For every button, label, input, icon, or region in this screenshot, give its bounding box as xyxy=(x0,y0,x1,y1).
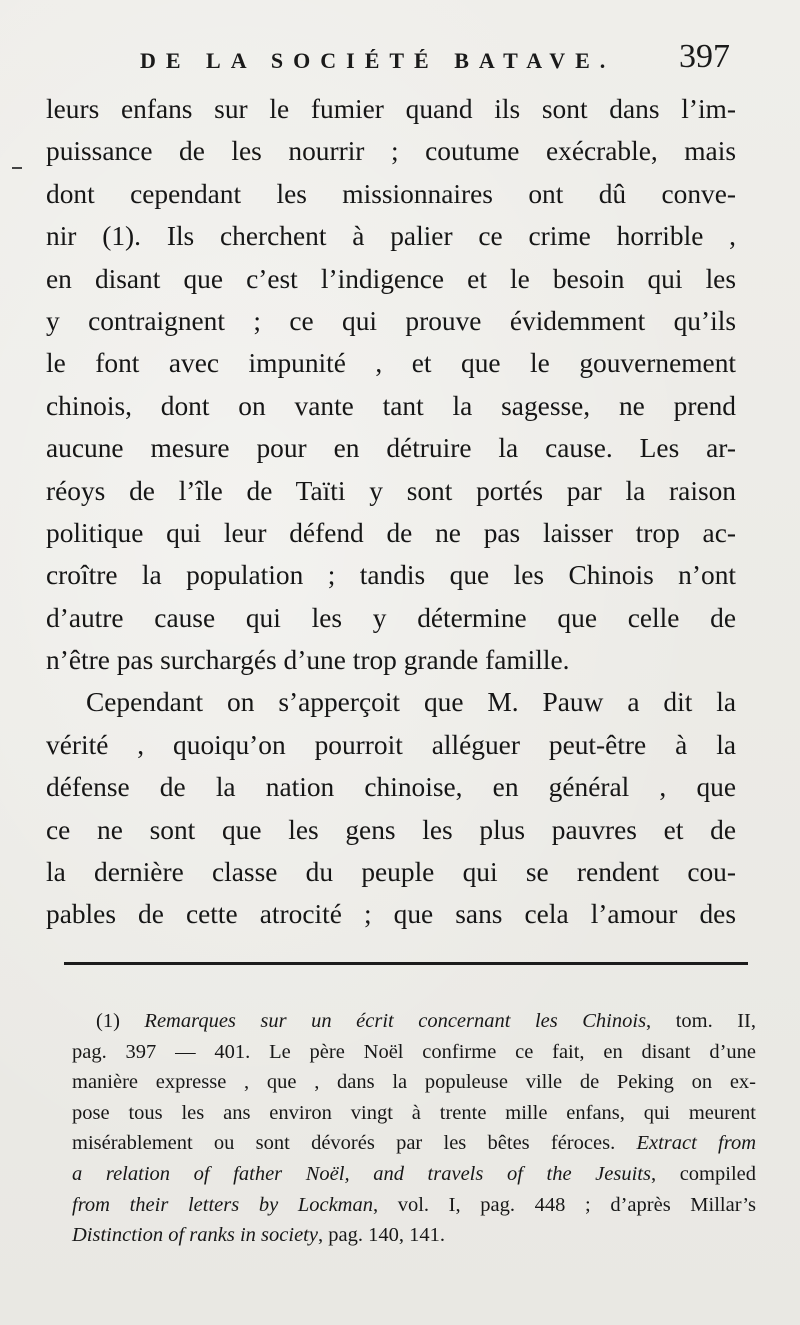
body-line: en disant que c’est l’indigence et le besoin qui les xyxy=(46,263,736,294)
footnote-text: misérablement ou sont dévorés par les bêtes féroces. xyxy=(72,1132,616,1155)
body-line: défense de la nation chinoise, en général , que xyxy=(46,772,736,803)
footnote xyxy=(72,1006,756,1251)
page-header xyxy=(140,38,730,88)
body-line: d’autre cause qui les y détermine que celle de xyxy=(46,602,736,633)
body-line: chinois, dont on vante tant la sagesse, ne prend xyxy=(46,390,736,421)
footnote-line: pag. 397 — 401. Le père Noël confirme ce fait, en disant d’une xyxy=(72,1040,756,1063)
body-line: dont cependant les missionnaires ont dû conve- xyxy=(46,178,736,209)
body-line: nir (1). Ils cherchent à palier ce crime horrible , xyxy=(46,221,736,252)
footnote-line xyxy=(72,1220,756,1251)
body-line: croître la population ; tandis que les Chinois n’ont xyxy=(46,560,736,591)
body-line: réoys de l’île de Taïti y sont portés par la raison xyxy=(46,475,736,506)
body-line: la dernière classe du peuple qui se rendent cou- xyxy=(46,857,736,888)
footnote-citation: Extract from xyxy=(636,1132,757,1155)
footnote-citation: Distinction of ranks in society xyxy=(72,1224,318,1247)
body-line: leurs enfans sur le fumier quand ils sont dans l’im- xyxy=(46,94,736,124)
footnote-citation: a relation of father Noël, and travels of the Jesuits xyxy=(72,1162,651,1185)
body-line: vérité , quoiqu’on pourroit alléguer peut-être à la xyxy=(46,729,736,760)
body-line: y contraignent ; ce qui prouve évidemment qu’ils xyxy=(46,305,736,336)
footnote-line: pose tous les ans environ vingt à trente mille enfans, qui meurent xyxy=(72,1101,756,1124)
body-line: n’être pas surchargés d’une trop grande famille. xyxy=(46,645,570,676)
footnote-text: , compiled xyxy=(650,1162,756,1185)
body-line: politique qui leur défend de ne pas laisser trop ac- xyxy=(46,517,736,548)
body-line: le font avec impunité , et que le gouvernement xyxy=(46,348,736,379)
footnote-title: Remarques sur un écrit concernant les Chinois xyxy=(144,1010,647,1032)
margin-mark xyxy=(12,167,22,169)
body-line: puissance de les nourrir ; coutume exécrable, mais xyxy=(46,136,736,167)
footnote-line xyxy=(72,1128,756,1159)
paragraph-start-line: Cependant on s’apperçoit que M. Pauw a dit la xyxy=(86,687,736,718)
body-line: aucune mesure pour en détruire la cause. Les ar- xyxy=(46,433,736,464)
footnote-line xyxy=(72,1006,756,1037)
footnote-line xyxy=(72,1190,756,1221)
footnote-marker: (1) xyxy=(96,1010,120,1032)
page-number: 397 xyxy=(679,38,730,75)
running-head: DE LA SOCIÉTÉ BATAVE. xyxy=(140,48,616,73)
footnote-line xyxy=(72,1159,756,1190)
body-line: pables de cette atrocité ; que sans cela l’amour des xyxy=(46,899,736,930)
footnote-rule xyxy=(64,962,748,965)
body-line: ce ne sont que les gens les plus pauvres et de xyxy=(46,814,736,845)
body-text xyxy=(46,88,736,936)
footnote-line: manière expresse , que , dans la populeuse ville de Peking on ex- xyxy=(72,1071,756,1094)
footnote-text: , tom. II, xyxy=(646,1010,756,1032)
footnote-text: , vol. I, pag. 448 ; d’après Millar’s xyxy=(372,1193,756,1216)
footnote-citation: from their letters by Lockman xyxy=(72,1193,373,1216)
footnote-text: , pag. 140, 141. xyxy=(317,1224,445,1247)
